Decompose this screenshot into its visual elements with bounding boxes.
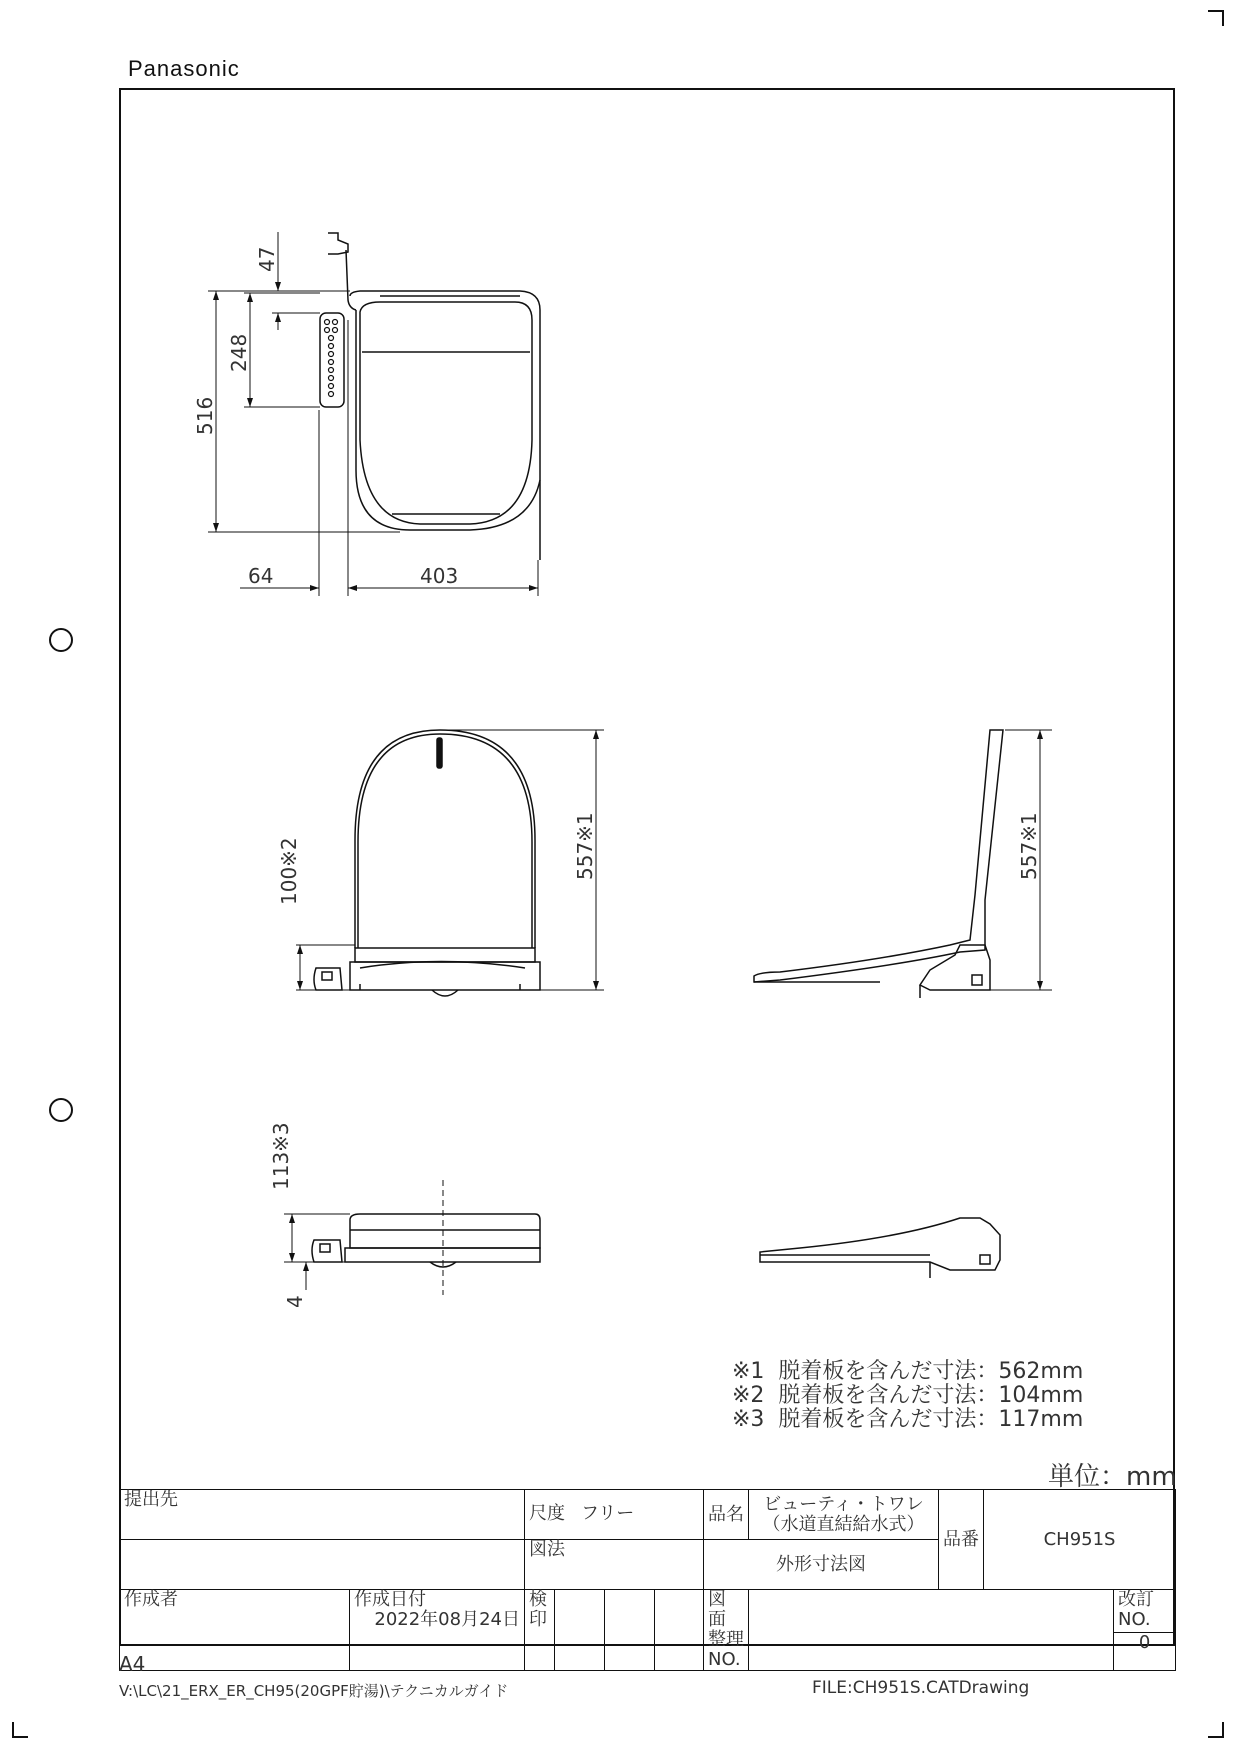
title-block [119,1489,1176,1671]
front-view [296,730,604,996]
note-2: ※2 脱着板を含んだ寸法：104mm [732,1383,1084,1408]
dim-557-front: 557※1 [573,812,597,880]
zumen-cell: 図 面 整理NO. [704,1590,749,1671]
dim-47: 47 [255,246,279,272]
check-cell: 検 印 [525,1590,555,1671]
dim-4: 4 [283,1295,307,1308]
check-box-3 [655,1590,704,1671]
dim-403: 403 [420,564,459,588]
dim-100: 100※2 [277,837,301,905]
closed-front-view [284,1180,540,1295]
author-cell: 作成者 [120,1590,350,1671]
dim-113: 113※3 [269,1122,293,1190]
note-3: ※3 脱着板を含んだ寸法：117mm [732,1407,1084,1432]
top-view [208,232,540,596]
seiri-value-cell [749,1590,1114,1671]
method-cell: 図法 [525,1540,704,1590]
check-box-1 [555,1590,605,1671]
submit-cell: 提出先 [120,1490,525,1540]
brand-logo: Panasonic [128,56,240,81]
file-name: FILE:CH951S.CATDrawing [812,1678,1030,1698]
paper-size: A4 [119,1652,146,1676]
model-label-cell: 品番 [939,1490,984,1590]
dim-516: 516 [193,396,217,435]
drawing-title-cell: 外形寸法図 [704,1540,939,1590]
dim-248: 248 [227,333,251,372]
dim-64: 64 [248,564,274,588]
file-path: V:\LC\21_ERX_ER_CH95(20GPF貯湯)\テクニカルガイド [119,1682,509,1700]
model-value-cell: CH951S [984,1490,1176,1590]
side-view [754,730,1052,998]
note-1: ※1 脱着板を含んだ寸法：562mm [732,1359,1084,1384]
closed-side-view [760,1218,1000,1278]
dim-557-side: 557※1 [1017,812,1041,880]
unit-label: 単位：mm [1048,1462,1177,1492]
scale-cell: 尺度 フリー [525,1490,704,1540]
name-label-cell: 品名 [704,1490,749,1540]
name-value-cell: ビューティ・トワレ （水道直結給水式） [749,1490,939,1540]
rev-cell: 改訂NO. 0 [1114,1590,1176,1671]
check-box-2 [605,1590,655,1671]
date-cell: 作成日付 2022年08月24日 [350,1590,525,1671]
submit-blank-cell [120,1540,525,1590]
